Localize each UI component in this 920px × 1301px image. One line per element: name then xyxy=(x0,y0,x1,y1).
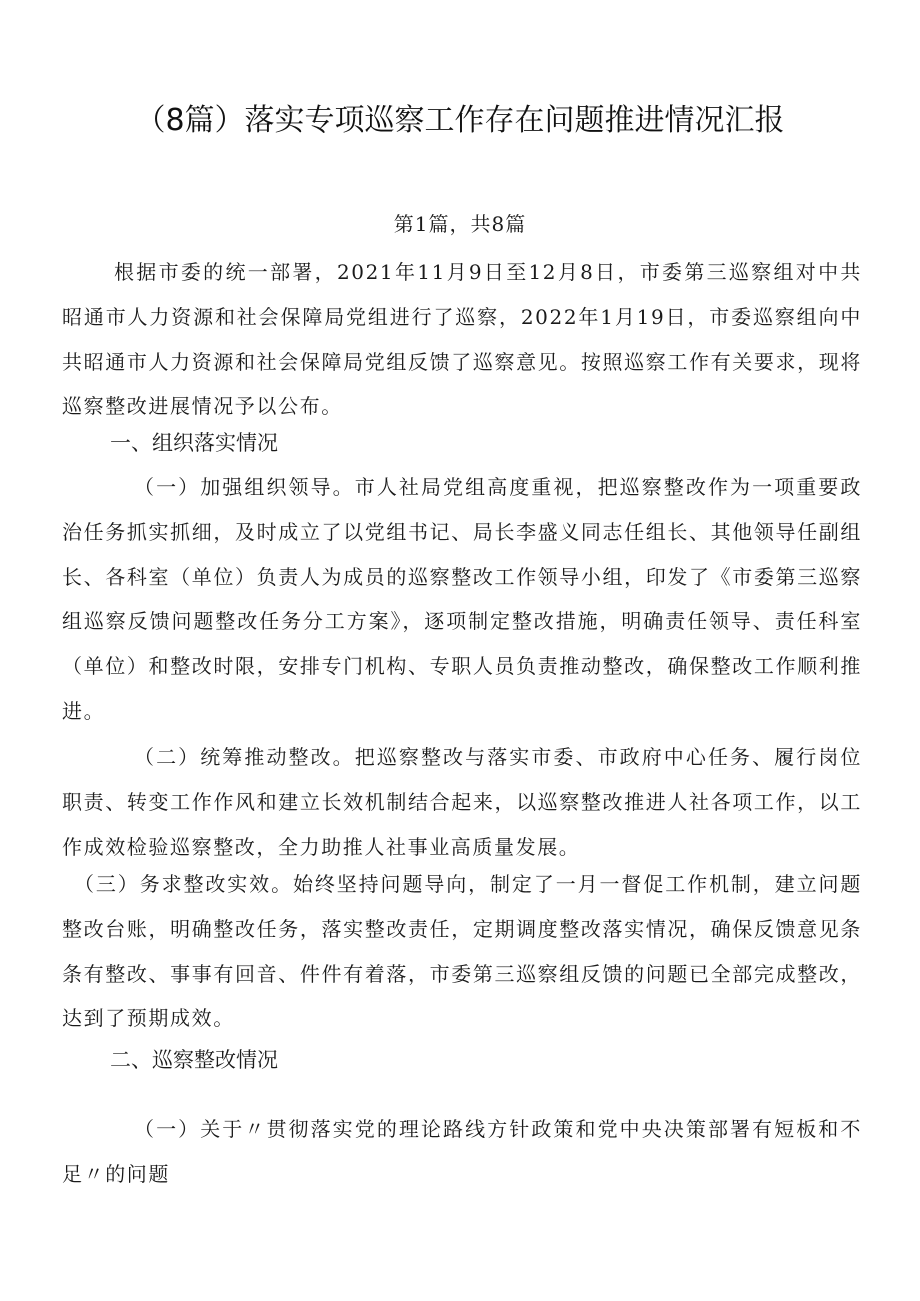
document-title: （8篇）落实专项巡察工作存在问题推进情况汇报 xyxy=(135,103,785,138)
intro-paragraph: 根据市委的统一部署，2021年11月9日至12月8日，市委第三巡察组对中共昭通市人力资源和社会保障局党组进行了巡察，2022年1月19日，市委巡察组向中共昭通市人力资源和社会保障局党组反馈了巡察意见。按照巡察工作有关要求，现将巡察整改进展情况予以公布。 xyxy=(62,260,862,419)
paragraph-strengthen-leadership: （一）加强组织领导。市人社局党组高度重视，把巡察整改作为一项重要政治任务抓实抓细，及时成立了以党组书记、局长李盛义同志任组长、其他领导任副组长、各科室（单位）负责人为成员的巡察整改工作领导小组，印发了《市委第三巡察组巡察反馈问题整改任务分工方案》，逐项制定整改措施，明确责任领导、责任科室（单位）和整改时限，安排专门机构、专职人员负责推动整改，确保整改工作顺利推进。 xyxy=(62,475,862,723)
document-subtitle: 第1篇，共8篇 xyxy=(393,212,527,236)
paragraph-rectification-results: （三）务求整改实效。始终坚持问题导向，制定了一月一督促工作机制，建立问题整改台账，明确整改任务，落实整改责任，定期调度整改落实情况，确保反馈意见条条有整改、事事有回音、件件有着落，市委第三巡察组反馈的问题已全部完成整改，达到了预期成效。 xyxy=(62,872,862,1031)
paragraph-policy-issue: （一）关于〃贯彻落实党的理论路线方针政策和党中央决策部署有短板和不足〃的问题 xyxy=(62,1117,862,1186)
section-heading-inspection: 二、巡察整改情况 xyxy=(110,1048,278,1072)
paragraph-promote-rectification: （二）统筹推动整改。把巡察整改与落实市委、市政府中心任务、履行岗位职责、转变工作作风和建立长效机制结合起来，以巡察整改推进人社各项工作，以工作成效检验巡察整改，全力助推人社事业高质量发展。 xyxy=(62,745,862,859)
section-heading-organization: 一、组织落实情况 xyxy=(110,431,278,455)
